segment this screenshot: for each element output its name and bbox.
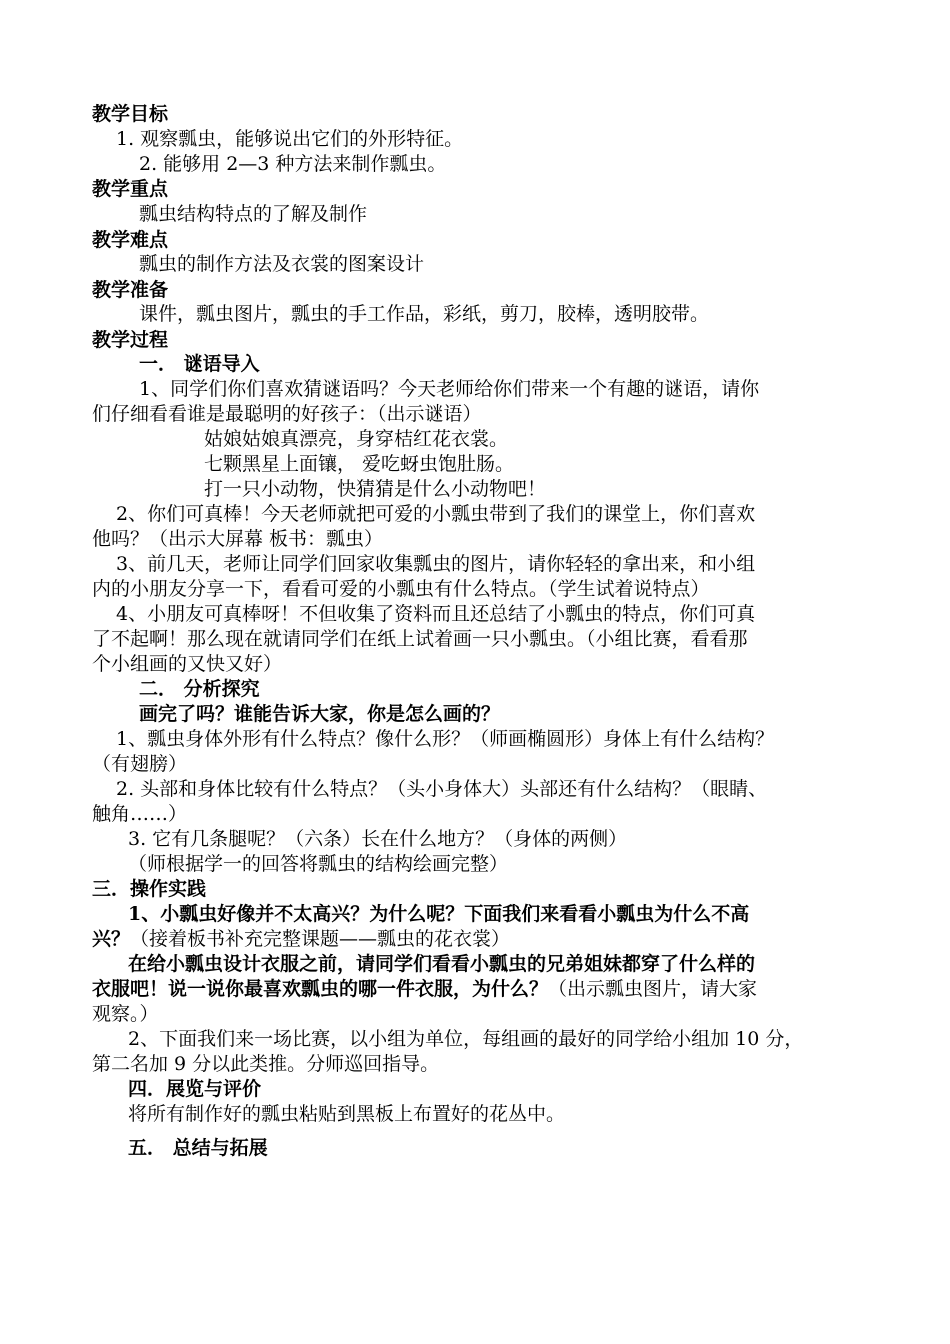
key-points-text: 瓢虫结构特点的了解及制作 — [139, 203, 368, 225]
paragraph-line: 了不起啊！那么现在就请同学们在纸上试着画一只小瓢虫。（小组比赛，看看那 — [92, 628, 748, 650]
heading-preparation: 教学准备 — [92, 279, 169, 301]
heading-objectives: 教学目标 — [92, 103, 169, 125]
paragraph-line: 第二名加 9 分以此类推。分师巡回指导。 — [92, 1053, 440, 1075]
paragraph-line: 1、瓢虫身体外形有什么特点？像什么形？（师画椭圆形）身体上有什么结构？ — [116, 728, 775, 750]
paragraph-line: 内的小朋友分享一下，看看可爱的小瓢虫有什么特点。（学生试着说特点） — [92, 578, 710, 600]
riddle-line-2: 七颗黑星上面镶， 爱吃蚜虫饱肚肠。 — [204, 453, 515, 475]
paragraph-line: 3、前几天，老师让同学们回家收集瓢虫的图片，请你轻轻的拿出来，和小组 — [116, 553, 756, 575]
paragraph-line — [92, 977, 757, 1001]
paragraph-line: 将所有制作好的瓢虫粘贴到黑板上布置好的花丛中。 — [128, 1103, 566, 1125]
riddle-line-1: 姑娘姑娘真漂亮，身穿桔红花衣裳。 — [204, 428, 509, 450]
heading-key-points: 教学重点 — [92, 178, 169, 200]
section-3-title: 三．操作实践 — [92, 878, 207, 900]
section-2-title: 二． 分析探究 — [139, 678, 260, 700]
riddle-line-3: 打一只小动物，快猜猜是什么小动物吧！ — [204, 478, 547, 500]
heading-process: 教学过程 — [92, 329, 169, 351]
objective-1: 1. 观察瓢虫，能够说出它们的外形特征。 — [116, 128, 464, 150]
section-1-title: 一． 谜语导入 — [139, 353, 260, 375]
objective-2: 2. 能够用 2—3 种方法来制作瓢虫。 — [139, 153, 447, 175]
section-2-question: 画完了吗？谁能告诉大家，你是怎么画的？ — [139, 703, 501, 725]
paragraph-line: 2、下面我们来一场比赛，以小组为单位，每组画的最好的同学给小组加 10 分， — [128, 1028, 804, 1050]
paragraph-line: 4、小朋友可真棒呀！不但收集了资料而且还总结了小瓢虫的特点，你们可真 — [116, 603, 756, 625]
note-text: （出示瓢虫图片，请大家 — [548, 978, 758, 1000]
heading-difficulties: 教学难点 — [92, 229, 169, 251]
paragraph-line: 3. 它有几条腿呢？（六条）长在什么地方？（身体的两侧） — [128, 828, 628, 850]
paragraph-line: 在给小瓢虫设计衣服之前，请同学们看看小瓢虫的兄弟姐妹都穿了什么样的 — [128, 953, 756, 975]
preparation-text: 课件，瓢虫图片，瓢虫的手工作品，彩纸，剪刀，胶棒，透明胶带。 — [139, 303, 710, 325]
note-text: （接着板书补充完整课题——瓢虫的花衣裳） — [130, 928, 511, 950]
paragraph-line: 2、你们可真棒！今天老师就把可爱的小瓢虫带到了我们的课堂上，你们喜欢 — [116, 503, 756, 525]
section-4-title: 四．展览与评价 — [128, 1078, 262, 1100]
paragraph-line: （师根据学一的回答将瓢虫的结构绘画完整） — [128, 853, 509, 875]
paragraph-line: 1、小瓢虫好像并不太高兴？为什么呢？下面我们来看看小瓢虫为什么不高 — [128, 903, 750, 925]
paragraph-line: 1、同学们你们喜欢猜谜语吗？今天老师给你们带来一个有趣的谜语，请你 — [139, 378, 760, 400]
difficulties-text: 瓢虫的制作方法及衣裳的图案设计 — [139, 253, 425, 275]
section-5-title: 五． 总结与拓展 — [128, 1137, 268, 1159]
paragraph-line: 个小组画的又快又好） — [92, 653, 283, 675]
paragraph-line: 观察。） — [92, 1003, 159, 1025]
paragraph-line: 2. 头部和身体比较有什么特点？（头小身体大）头部还有什么结构？（眼睛、 — [116, 778, 768, 800]
bold-text: 衣服吧！说一说你最喜欢瓢虫的哪一件衣服，为什么？ — [92, 978, 549, 1000]
bold-text: 兴？ — [92, 928, 131, 950]
paragraph-line: 触角……） — [92, 803, 188, 825]
paragraph-line — [92, 927, 510, 951]
paragraph-line: （有翅膀） — [92, 753, 188, 775]
paragraph-line: 他吗？（出示大屏幕 板书：瓢虫） — [92, 528, 384, 550]
paragraph-line: 们仔细看看谁是最聪明的好孩子：（出示谜语） — [92, 403, 482, 425]
